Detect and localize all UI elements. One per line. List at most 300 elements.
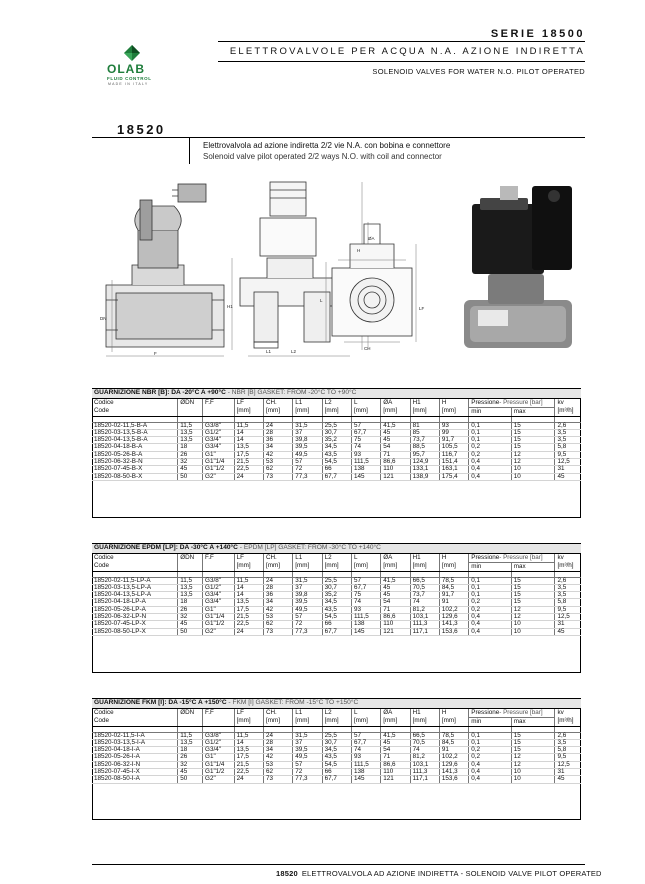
table-cell: 78,5 (439, 577, 468, 584)
header-title-en: SOLENOID VALVES FOR WATER N.O. PILOT OPERATED (372, 67, 585, 76)
table-cell: 15 (511, 422, 555, 429)
table-cell: 49,5 (293, 754, 322, 761)
table-cell: 0,2 (469, 444, 512, 451)
table-cell: 67,7 (322, 473, 351, 480)
table-cell: 0,4 (469, 458, 512, 465)
table-cell: 0,4 (469, 473, 512, 480)
table-cell: 0,2 (469, 599, 512, 606)
col-unit: [mm] (322, 407, 351, 416)
table-cell: 13,5 (234, 444, 263, 451)
table-cell: 74 (351, 444, 380, 451)
table-cell: 45 (381, 592, 410, 599)
col-l1: L1 (293, 553, 322, 562)
table-section-title: GUARNIZIONE NBR [B]: DA -20°C A +90°C - NBR [B] GASKET: FROM -20°C TO +90°C (92, 389, 581, 398)
header-rule-top (218, 41, 585, 42)
table-cell: 18520-08-50-I-A (92, 776, 178, 783)
table-cell: G1/2" (203, 429, 235, 436)
table-row (92, 473, 581, 480)
header-rule-bottom (218, 61, 585, 62)
col-kv: kv (555, 398, 581, 407)
table-cell: 43,5 (322, 451, 351, 458)
table-cell: 0,2 (469, 747, 512, 754)
table-cell: G3/8" (203, 422, 235, 429)
table-cell: 145 (351, 473, 380, 480)
description-it: Elettrovalvola ad azione indiretta 2/2 vie N.A. con bobina e connettore (203, 141, 451, 150)
table-cell: 21,5 (234, 761, 263, 768)
table-cell: 3,5 (555, 584, 581, 591)
table-cell: 0,1 (469, 739, 512, 746)
table-cell: 70,5 (410, 739, 439, 746)
col-kv-unit: [m³/h] (555, 717, 581, 726)
table-cell: 81,2 (410, 754, 439, 761)
table-cell: 151,4 (439, 458, 468, 465)
logo-made-in: MADE IN ITALY (108, 82, 149, 86)
table-row (92, 776, 581, 783)
table-cell: 35,2 (322, 437, 351, 444)
table-cell: 43,5 (322, 754, 351, 761)
table-cell: 24 (263, 732, 292, 739)
table-cell: 11,5 (234, 577, 263, 584)
table-cell: 73 (263, 776, 292, 783)
table-cell: 103,1 (410, 613, 439, 620)
table-cell: 22,5 (234, 466, 263, 473)
drawing-label-a: ØA (368, 236, 375, 241)
col-code: Code (92, 562, 178, 571)
table-cell: 73,7 (410, 437, 439, 444)
table-cell: 15 (511, 732, 555, 739)
table-cell: 73,7 (410, 592, 439, 599)
table-cell: 15 (511, 444, 555, 451)
table-cell: 26 (178, 606, 203, 613)
table-cell: 10 (511, 466, 555, 473)
table-cell: 66,5 (410, 732, 439, 739)
table-nbr (92, 389, 581, 481)
table-cell: 12 (511, 451, 555, 458)
col-ff: F.F (203, 398, 235, 407)
table-cell: 9,5 (555, 754, 581, 761)
col-a: ØA (381, 708, 410, 717)
table-cell: 28 (263, 739, 292, 746)
table-cell: 37 (293, 739, 322, 746)
table-cell: 54,5 (322, 458, 351, 465)
table-cell: 31,5 (293, 422, 322, 429)
table-cell: G1" (203, 754, 235, 761)
table-cell: 0,4 (469, 621, 512, 628)
table-cell: 12 (511, 761, 555, 768)
col-a: ØA (381, 553, 410, 562)
table-cell: 42 (263, 606, 292, 613)
table-cell: G2" (203, 628, 235, 635)
col-l2: L2 (322, 398, 351, 407)
table-cell: 13,5 (234, 599, 263, 606)
table-cell: 110 (381, 466, 410, 473)
col-unit: [mm] (322, 717, 351, 726)
col-h: H (439, 708, 468, 717)
col-ch: CH. (263, 553, 292, 562)
table-cell: 10 (511, 621, 555, 628)
table-cell: 13,5 (178, 437, 203, 444)
header-title-it: ELETTROVALVOLE PER ACQUA N.A. AZIONE INDIRETTA (229, 46, 585, 57)
logo-wordmark: OLAB (107, 62, 145, 76)
col-unit: [mm] (263, 562, 292, 571)
table-cell: 57 (293, 761, 322, 768)
table-cell: 45 (178, 621, 203, 628)
table-cell: 102,2 (439, 606, 468, 613)
col-l1: L1 (293, 708, 322, 717)
table-cell: 28 (263, 429, 292, 436)
table-cell: 75 (351, 592, 380, 599)
table-cell: 31,5 (293, 732, 322, 739)
table-row (92, 458, 581, 465)
table-cell: 3,5 (555, 437, 581, 444)
table-cell: 15 (511, 429, 555, 436)
table-cell: 129,6 (439, 613, 468, 620)
table-cell: 163,1 (439, 466, 468, 473)
footer-caption (276, 869, 602, 878)
drawing-label-lf: LF (419, 306, 425, 311)
col-min: min (469, 717, 512, 726)
table-cell: 121 (381, 628, 410, 635)
table-cell: 54,5 (322, 761, 351, 768)
table-cell: 175,4 (439, 473, 468, 480)
table-cell: G3/4" (203, 437, 235, 444)
table-cell: 45 (178, 466, 203, 473)
table-cell: 18520-08-50-LP-X (92, 628, 178, 635)
table-cell: 0,2 (469, 606, 512, 613)
table-cell: 2,6 (555, 732, 581, 739)
table-cell: 39,8 (293, 592, 322, 599)
drawing-label-l: L (320, 298, 323, 303)
table-cell: 141,3 (439, 621, 468, 628)
table-cell: G2" (203, 776, 235, 783)
table-cell: 18520-03-13,5-I-A (92, 739, 178, 746)
table-cell: 57 (293, 613, 322, 620)
table-cell: 15 (511, 739, 555, 746)
col-code: Code (92, 407, 178, 416)
col-unit: [mm] (234, 562, 263, 571)
table-cell: 13,5 (178, 592, 203, 599)
table-cell: G3/8" (203, 577, 235, 584)
table-cell: 67,7 (351, 429, 380, 436)
table-cell: 34 (263, 747, 292, 754)
table-cell: 14 (234, 739, 263, 746)
table-cell: 117,1 (410, 776, 439, 783)
table-cell: 18 (178, 599, 203, 606)
table-cell: 26 (178, 754, 203, 761)
table-cell: 41,5 (381, 577, 410, 584)
table-cell: 57 (351, 577, 380, 584)
table-cell: 42 (263, 451, 292, 458)
table-cell: 93 (351, 754, 380, 761)
table-cell: 34 (263, 444, 292, 451)
col-unit: [mm] (351, 562, 380, 571)
table-cell: 15 (511, 747, 555, 754)
col-h1: H1 (410, 708, 439, 717)
table-cell: 32 (178, 458, 203, 465)
table-cell: 0,1 (469, 429, 512, 436)
col-unit: [mm] (439, 562, 468, 571)
table-cell: 0,4 (469, 466, 512, 473)
table-cell: 74 (351, 599, 380, 606)
table-cell: 18520-04-18-I-A (92, 747, 178, 754)
table-cell: 34 (263, 599, 292, 606)
table-cell: 12 (511, 613, 555, 620)
col-unit: [mm] (381, 562, 410, 571)
table-cell: 45 (381, 739, 410, 746)
col-codice: Codice (94, 708, 114, 716)
table-cell: 21,5 (234, 458, 263, 465)
table-cell: 11,5 (178, 732, 203, 739)
col-l: L (351, 553, 380, 562)
table-cell: 91 (439, 747, 468, 754)
table-cell: 21,5 (234, 613, 263, 620)
table-cell: 36 (263, 437, 292, 444)
table-cell: 25,5 (322, 732, 351, 739)
table-cell: 0,4 (469, 628, 512, 635)
table-cell: 14 (234, 437, 263, 444)
table-cell: 85 (410, 429, 439, 436)
col-min: min (469, 407, 512, 416)
table-cell: 10 (511, 768, 555, 775)
table-cell: 138 (351, 621, 380, 628)
table-cell: 72 (293, 466, 322, 473)
table-cell: 12,5 (555, 761, 581, 768)
table-cell: 32 (178, 613, 203, 620)
col-kv: kv (555, 553, 581, 562)
table-cell: 66 (322, 621, 351, 628)
table-cell: 15 (511, 577, 555, 584)
table-cell: 133,1 (410, 466, 439, 473)
table-cell: 18520-02-11,5-LP-A (92, 577, 178, 584)
col-h: H (439, 398, 468, 407)
drawing-label-l2: L2 (291, 349, 297, 354)
table-cell: 99 (439, 429, 468, 436)
table-cell: 67,7 (322, 628, 351, 635)
drawing-label-l1: L1 (266, 349, 272, 354)
table-row (92, 466, 581, 473)
table-cell: 14 (234, 429, 263, 436)
table-cell: 54 (381, 599, 410, 606)
table-cell: 67,7 (351, 584, 380, 591)
table-cell: 11,5 (178, 422, 203, 429)
table-cell: 0,1 (469, 437, 512, 444)
col-unit: [mm] (263, 717, 292, 726)
table-cell: 72 (293, 621, 322, 628)
table-cell: 34,5 (322, 599, 351, 606)
table-cell: 53 (263, 761, 292, 768)
table-cell: 10 (511, 473, 555, 480)
col-kv-unit: [m³/h] (555, 562, 581, 571)
table-cell: 18520-05-26-I-A (92, 754, 178, 761)
table-cell: 78,5 (439, 732, 468, 739)
table-cell: 3,5 (555, 739, 581, 746)
table-cell: 12,5 (555, 458, 581, 465)
col-dn: ØDN (178, 398, 203, 407)
table-cell: 121 (381, 473, 410, 480)
table-cell: G1" (203, 606, 235, 613)
table-cell: 39,5 (293, 444, 322, 451)
table-cell: 53 (263, 458, 292, 465)
table-cell: 10 (511, 628, 555, 635)
col-unit: [mm] (351, 407, 380, 416)
table-cell: 32 (178, 761, 203, 768)
table-cell: 12,5 (555, 613, 581, 620)
table-cell: 57 (293, 458, 322, 465)
col-l1: L1 (293, 398, 322, 407)
table-cell: 93 (439, 422, 468, 429)
table-cell: 13,5 (178, 584, 203, 591)
table-cell: 34,5 (322, 444, 351, 451)
table-cell: 35,2 (322, 592, 351, 599)
table-cell: 71 (381, 754, 410, 761)
table-cell: 0,4 (469, 761, 512, 768)
col-unit: [mm] (381, 717, 410, 726)
table-cell: 71 (381, 451, 410, 458)
table-cell: G1"1/4 (203, 458, 235, 465)
table-cell: 9,5 (555, 606, 581, 613)
col-unit: [mm] (263, 407, 292, 416)
table-cell: 45 (381, 429, 410, 436)
col-ff: F.F (203, 553, 235, 562)
table-cell: 77,3 (293, 776, 322, 783)
table-cell: G3/4" (203, 747, 235, 754)
table-cell: 74 (410, 599, 439, 606)
table-cell: 5,8 (555, 444, 581, 451)
table-section-title: GUARNIZIONE FKM [I]: DA -15°C A +150°C - FKM [I] GASKET: FROM -15°C TO +150°C (92, 699, 581, 708)
table-cell: G1/2" (203, 584, 235, 591)
col-unit: [mm] (351, 717, 380, 726)
table-cell: 12 (511, 754, 555, 761)
footer-model: 18520 (276, 869, 298, 878)
col-pressure: Pressione- Pressure [bar] (469, 553, 555, 562)
table-cell: 15 (511, 599, 555, 606)
col-unit: [mm] (234, 717, 263, 726)
table-cell: 105,5 (439, 444, 468, 451)
table-cell: G1"1/2 (203, 621, 235, 628)
table-cell: G3/4" (203, 592, 235, 599)
table-cell: 37 (293, 584, 322, 591)
table-cell: 17,5 (234, 606, 263, 613)
table-row (92, 628, 581, 635)
footer-text: ELETTROVALVOLA AD AZIONE INDIRETTA - SOLENOID VALVE PILOT OPERATED (301, 869, 602, 878)
table-epdm (92, 544, 581, 636)
col-ff: F.F (203, 708, 235, 717)
table-cell: 39,5 (293, 599, 322, 606)
table-cell: 17,5 (234, 754, 263, 761)
table-cell: 138 (351, 768, 380, 775)
col-h: H (439, 553, 468, 562)
table-cell: 24 (263, 422, 292, 429)
col-ch: CH. (263, 398, 292, 407)
table-cell: 153,6 (439, 776, 468, 783)
table-cell: 0,1 (469, 584, 512, 591)
table-cell: 41,5 (381, 732, 410, 739)
table-cell: G1"1/4 (203, 613, 235, 620)
table-cell: 88,5 (410, 444, 439, 451)
col-kv: kv (555, 708, 581, 717)
table-cell: 138 (351, 466, 380, 473)
drawing-label-h1: H1 (227, 304, 233, 309)
table-cell: 77,3 (293, 628, 322, 635)
col-max: max (511, 717, 555, 726)
table-cell: 18520-06-32-LP-N (92, 613, 178, 620)
col-unit: [mm] (439, 407, 468, 416)
table-cell: 17,5 (234, 451, 263, 458)
table-cell: 10 (511, 776, 555, 783)
drawing-label-ch: CH (364, 346, 371, 351)
table-cell: 13,5 (178, 739, 203, 746)
table-cell: 31 (555, 621, 581, 628)
col-codice: Codice (94, 553, 114, 561)
table-cell: 45 (555, 776, 581, 783)
col-unit: [mm] (293, 407, 322, 416)
table-cell: 30,7 (322, 739, 351, 746)
col-ch: CH. (263, 708, 292, 717)
table-cell: 31 (555, 768, 581, 775)
table-row (92, 761, 581, 768)
table-cell: 0,4 (469, 768, 512, 775)
col-lf: LF (234, 708, 263, 717)
table-cell: 18520-02-11,5-I-A (92, 732, 178, 739)
table-cell: 36 (263, 592, 292, 599)
table-cell: 13,5 (234, 747, 263, 754)
table-cell: 22,5 (234, 768, 263, 775)
table-cell: 41,5 (381, 422, 410, 429)
col-l2: L2 (322, 708, 351, 717)
table-row (92, 613, 581, 620)
col-unit: [mm] (293, 717, 322, 726)
table-cell: 9,5 (555, 451, 581, 458)
table-cell: 34,5 (322, 747, 351, 754)
valve-photo (464, 186, 572, 348)
table-cell: 86,6 (381, 613, 410, 620)
table-cell: 18520-03-13,5-B-A (92, 429, 178, 436)
table-cell: 54,5 (322, 613, 351, 620)
table-row (92, 621, 581, 628)
drawing-label-dn: DN (100, 316, 107, 321)
table-cell: 111,3 (410, 768, 439, 775)
col-codice: Codice (94, 398, 114, 406)
table-cell: 111,5 (351, 613, 380, 620)
col-unit: [mm] (293, 562, 322, 571)
table-cell: 91 (439, 599, 468, 606)
table-cell: 24 (234, 473, 263, 480)
table-cell: 15 (511, 592, 555, 599)
valve-technical-drawing (92, 170, 582, 365)
table-cell: 111,3 (410, 621, 439, 628)
table-cell: 11,5 (234, 422, 263, 429)
col-pressure: Pressione- Pressure [bar] (469, 708, 555, 717)
table-cell: 18520-07-45-B-X (92, 466, 178, 473)
table-cell: 124,9 (410, 458, 439, 465)
col-unit: [mm] (439, 717, 468, 726)
table-cell: 84,5 (439, 739, 468, 746)
table-cell: 70,5 (410, 584, 439, 591)
table-cell: 45 (381, 437, 410, 444)
col-unit: [mm] (381, 407, 410, 416)
table-cell: 0,2 (469, 451, 512, 458)
table-cell: G1" (203, 451, 235, 458)
col-unit: [mm] (410, 407, 439, 416)
table-cell: 49,5 (293, 606, 322, 613)
table-cell: 138,9 (410, 473, 439, 480)
table-cell: 5,8 (555, 747, 581, 754)
table-cell: 111,5 (351, 761, 380, 768)
table-cell: 50 (178, 473, 203, 480)
table-cell: 0,1 (469, 577, 512, 584)
drawing-label-f: F (154, 351, 157, 356)
table-cell: 22,5 (234, 621, 263, 628)
